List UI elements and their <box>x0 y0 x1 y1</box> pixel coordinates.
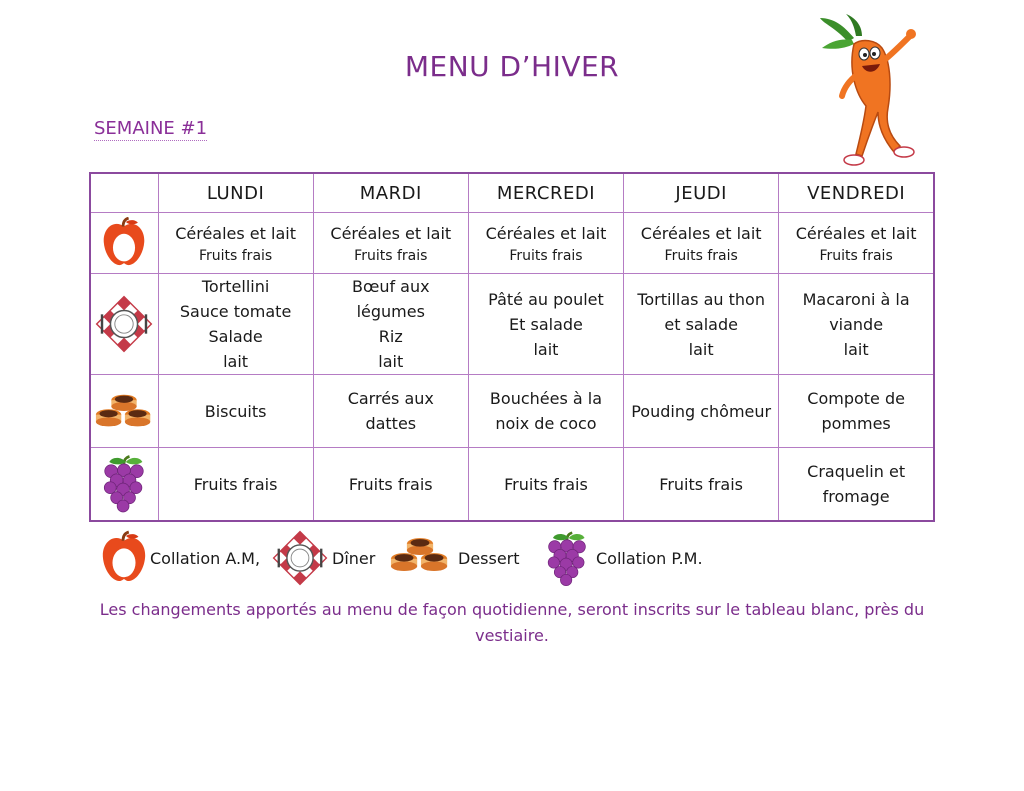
menu-cell <box>313 213 468 274</box>
cell-line: Fruits frais <box>819 247 893 264</box>
cell-line: viande <box>829 314 884 334</box>
cell-line: Fruits frais <box>348 474 433 494</box>
cell-line: Céréales et lait <box>640 223 762 243</box>
cell-line: Fruits frais <box>354 247 428 264</box>
cell-line: Fruits frais <box>664 247 738 264</box>
legend <box>100 530 800 588</box>
cell-line: noix de coco <box>495 414 597 433</box>
cell-line: lait <box>223 352 249 371</box>
menu-cell <box>624 274 779 375</box>
menu-cell <box>624 213 779 274</box>
tarts-icon <box>95 387 153 435</box>
cell-line: légumes <box>356 302 425 321</box>
table-row <box>90 274 934 375</box>
menu-cell <box>779 213 934 274</box>
plate-icon <box>272 530 328 586</box>
cell-line: lait <box>533 339 559 359</box>
menu-cell <box>158 274 313 375</box>
menu-cell <box>468 375 623 448</box>
cell-line: Pâté au poulet <box>488 289 604 309</box>
cell-line: Compote de <box>807 389 905 408</box>
day-header-jeudi: JEUDI <box>624 173 779 213</box>
menu-cell <box>158 448 313 522</box>
cell-line: Tortellini <box>201 277 270 296</box>
cell-line: Tortillas au thon <box>637 289 765 309</box>
grapes-icon <box>102 454 146 514</box>
cell-line: dattes <box>365 414 417 433</box>
menu-cell <box>313 375 468 448</box>
cell-line: Pouding chômeur <box>631 401 772 421</box>
cell-line: lait <box>843 339 869 359</box>
footer-note: Les changements apportés au menu de façon quotidienne, seront inscrits sur le tableau blanc, près du vestiaire. <box>99 600 925 645</box>
corner-cell <box>90 173 158 213</box>
menu-cell <box>468 274 623 375</box>
cell-line: Sauce tomate <box>179 302 292 321</box>
cell-line: Et salade <box>509 314 583 334</box>
table-row <box>90 213 934 274</box>
cell-line: Fruits frais <box>509 247 583 264</box>
cell-line: et salade <box>664 314 738 334</box>
menu-cell <box>158 375 313 448</box>
cell-line: Fruits frais <box>193 474 278 494</box>
cell-line: Céréales et lait <box>175 223 296 243</box>
page-title: MENU D’HIVER <box>404 50 620 83</box>
menu-cell <box>624 448 779 522</box>
cell-line: Céréales et lait <box>330 223 452 243</box>
cell-line: pommes <box>821 414 891 433</box>
cell-line: Craquelin et <box>807 462 906 481</box>
cell-line: Riz <box>378 327 403 346</box>
week-label: SEMAINE #1 <box>94 118 208 139</box>
carrot-mascot-icon <box>818 14 934 170</box>
cell-line: Céréales et lait <box>795 223 917 243</box>
legend-pm-label: Collation P.M. <box>596 549 703 568</box>
menu-cell <box>779 448 934 522</box>
row-icon-cell <box>90 375 158 448</box>
cell-line: Salade <box>208 327 263 346</box>
apple-icon <box>100 530 148 586</box>
day-header-mardi: MARDI <box>313 173 468 213</box>
cell-line: Fruits frais <box>659 474 743 494</box>
header-row <box>90 173 934 213</box>
legend-dessert-label: Dessert <box>458 549 520 568</box>
menu-cell <box>313 448 468 522</box>
cell-line: lait <box>378 352 404 371</box>
table-row <box>90 448 934 522</box>
menu-table <box>89 172 935 522</box>
menu-cell <box>158 213 313 274</box>
row-icon-cell <box>90 448 158 522</box>
plate-icon <box>95 295 153 353</box>
day-header-mercredi: MERCREDI <box>468 173 623 213</box>
cell-line: Bouchées à la <box>489 389 603 408</box>
menu-cell <box>779 375 934 448</box>
tarts-icon <box>390 530 450 580</box>
menu-cell <box>468 213 623 274</box>
menu-cell <box>779 274 934 375</box>
table-row <box>90 375 934 448</box>
apple-icon <box>101 217 147 269</box>
cell-line: Biscuits <box>204 401 267 421</box>
day-header-vendredi: VENDREDI <box>779 173 934 213</box>
menu-cell <box>468 448 623 522</box>
day-header-lundi: LUNDI <box>158 173 313 213</box>
cell-line: Céréales et lait <box>485 223 607 243</box>
legend-diner-label: Dîner <box>332 549 376 568</box>
row-icon-cell <box>90 213 158 274</box>
cell-line: Fruits frais <box>504 474 588 494</box>
cell-line: Fruits frais <box>198 247 273 264</box>
cell-line: lait <box>688 339 714 359</box>
menu-cell <box>313 274 468 375</box>
cell-line: Macaroni à la <box>802 289 910 309</box>
menu-cell <box>624 375 779 448</box>
cell-line: Bœuf aux <box>351 277 430 296</box>
cell-line: Carrés aux <box>347 389 434 408</box>
row-icon-cell <box>90 274 158 375</box>
grapes-icon <box>546 530 588 588</box>
cell-line: fromage <box>822 487 890 506</box>
legend-am-label: Collation A.M, <box>150 549 261 568</box>
